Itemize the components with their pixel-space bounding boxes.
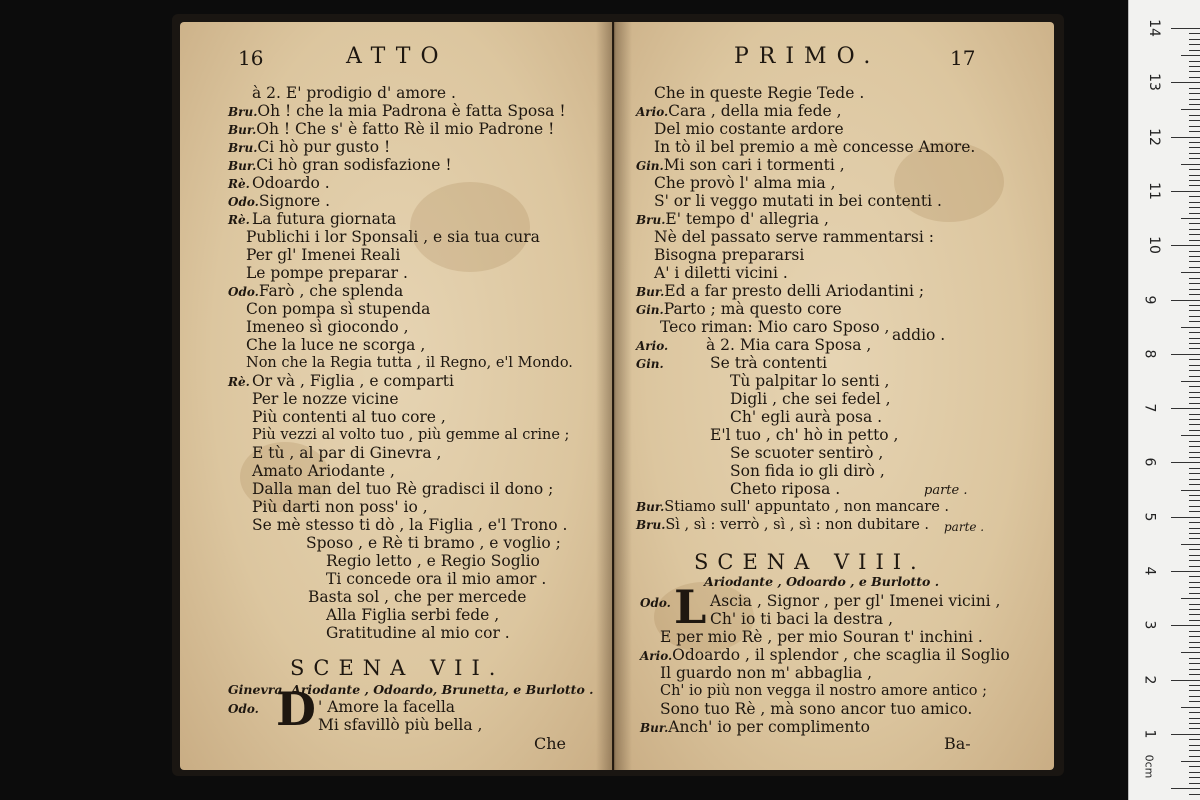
ruler-tick <box>1189 397 1200 398</box>
paper-stain <box>410 182 530 272</box>
ruler-number: 13 <box>1145 73 1162 92</box>
ruler-tick <box>1189 484 1200 485</box>
ruler-tick <box>1189 71 1200 72</box>
ruler-tick <box>1189 240 1200 241</box>
ruler-number: 9 <box>1141 295 1158 304</box>
text-line: Bru.Oh ! che la mia Padrona è fatta Sposa ! <box>228 102 566 120</box>
ruler-tick <box>1171 462 1200 463</box>
ruler-tick <box>1189 386 1200 387</box>
ruler-tick <box>1189 175 1200 176</box>
ruler-tick <box>1181 218 1200 219</box>
stage-direction: parte . <box>924 483 968 498</box>
text-line: Più darti non poss' io , <box>252 498 428 516</box>
ruler-tick <box>1171 625 1200 626</box>
text-line: Ascia , Signor , per gl' Imenei vicini , <box>710 592 1001 610</box>
text-line: Ti concede ora il mio amor . <box>326 570 547 588</box>
ruler-tick <box>1189 158 1200 159</box>
text-line: Rè. La futura giornata <box>228 210 397 228</box>
ruler-tick <box>1189 185 1200 186</box>
ruler-number: 7 <box>1141 403 1158 413</box>
text-line: Son fida io gli dirò , <box>730 462 885 480</box>
ruler-unit: 0cm <box>1142 754 1156 779</box>
text-line: Con pompa sì stupenda <box>246 300 431 318</box>
ruler-tick <box>1171 517 1200 518</box>
ruler-tick <box>1189 305 1200 306</box>
ruler-tick <box>1189 88 1200 89</box>
text-line: Teco riman: Mio caro Sposo , <box>660 318 890 336</box>
ruler-tick <box>1189 647 1200 648</box>
text-line: Le pompe preparar . <box>246 264 408 282</box>
ruler-tick <box>1189 234 1200 235</box>
ruler-tick <box>1189 658 1200 659</box>
text-line: Gratitudine al mio cor . <box>326 624 510 642</box>
text-line: Bru.Sì , sì : verrò , sì , sì : non dubitare . <box>636 517 929 533</box>
ruler-tick <box>1189 99 1200 100</box>
text-line: Digli , che sei fedel , <box>730 390 891 408</box>
ruler-tick <box>1171 571 1200 572</box>
ruler-tick <box>1189 120 1200 121</box>
text-line: Rè. Or và , Figlia , e comparti <box>228 372 454 390</box>
ruler-number: 14 <box>1145 19 1162 37</box>
speaker-label: Odo. <box>228 702 259 716</box>
text-line: Ario. à 2. Mia cara Sposa , <box>636 336 872 354</box>
ruler-tick <box>1189 446 1200 447</box>
text-line: Nè del passato serve rammentarsi : <box>654 228 934 246</box>
running-header: PRIMO. <box>734 44 881 69</box>
text-line: Odo.Signore . <box>228 192 331 210</box>
ruler-tick <box>1189 582 1200 583</box>
ruler-tick <box>1189 39 1200 40</box>
ruler-tick <box>1189 766 1200 767</box>
ruler-tick <box>1189 424 1200 425</box>
ruler-tick <box>1189 93 1200 94</box>
ruler-tick <box>1189 533 1200 534</box>
ruler-tick <box>1189 115 1200 116</box>
text-line: Sono tuo Rè , mà sono ancor tuo amico. <box>660 700 973 718</box>
ruler-tick <box>1189 202 1200 203</box>
text-line: Ario.Odoardo , il splendor , che scaglia il Soglio <box>640 646 1010 664</box>
ruler-tick <box>1189 131 1200 132</box>
text-line: ' Amore la facella <box>318 698 456 716</box>
catchword: Ba- <box>944 734 971 753</box>
ruler-tick <box>1189 685 1200 686</box>
ruler-tick <box>1189 267 1200 268</box>
text-line: Regio letto , e Regio Soglio <box>326 552 540 570</box>
ruler-tick <box>1181 164 1200 165</box>
text-line: Dalla man del tuo Rè gradisci il dono ; <box>252 480 554 498</box>
ruler-tick <box>1189 479 1200 480</box>
catchword: Che <box>534 734 567 753</box>
ruler-tick <box>1171 28 1200 29</box>
ruler-tick <box>1189 522 1200 523</box>
ruler-tick <box>1189 430 1200 431</box>
addio-text: addio . <box>892 326 946 344</box>
ruler-tick <box>1189 457 1200 458</box>
ruler-tick <box>1181 652 1200 653</box>
text-line: Imeneo sì giocondo , <box>246 318 409 336</box>
text-line: Ch' io ti baci la destra , <box>710 610 893 628</box>
ruler-tick <box>1189 261 1200 262</box>
ruler-tick <box>1189 718 1200 719</box>
ruler-tick <box>1171 788 1200 789</box>
text-line: Che provò l' alma mia , <box>654 174 836 192</box>
text-line: Cheto riposa . <box>730 480 841 498</box>
ruler-tick <box>1189 403 1200 404</box>
text-line: Se mè stesso ti dò , la Figlia , e'l Trono . <box>252 516 568 534</box>
ruler-tick <box>1189 332 1200 333</box>
text-line: Del mio costante ardore <box>654 120 844 138</box>
ruler-tick <box>1189 180 1200 181</box>
ruler-tick <box>1189 620 1200 621</box>
text-line: Che la luce ne scorga , <box>246 336 426 354</box>
ruler-tick <box>1189 549 1200 550</box>
ruler-tick <box>1189 642 1200 643</box>
ruler-tick <box>1189 631 1200 632</box>
ruler-tick <box>1189 739 1200 740</box>
text-line: Rè. Odoardo . <box>228 174 330 192</box>
ruler-number: 12 <box>1145 127 1162 146</box>
ruler-tick <box>1171 354 1200 355</box>
text-line: Bur.Ed a far presto delli Ariodantini ; <box>636 282 925 300</box>
ruler-tick <box>1189 359 1200 360</box>
speaker-label: Odo. <box>640 596 671 610</box>
running-header: ATTO <box>346 44 449 69</box>
ruler-tick <box>1189 50 1200 51</box>
ruler-tick <box>1189 669 1200 670</box>
ruler-tick <box>1189 343 1200 344</box>
ruler-tick <box>1189 310 1200 311</box>
ruler-tick <box>1189 392 1200 393</box>
ruler-tick <box>1189 609 1200 610</box>
ruler-tick <box>1189 701 1200 702</box>
text-line: Ch' egli aurà posa . <box>730 408 883 426</box>
ruler-tick <box>1189 728 1200 729</box>
ruler-tick <box>1189 500 1200 501</box>
ruler-tick <box>1189 33 1200 34</box>
ruler-tick <box>1189 365 1200 366</box>
stage-direction: parte . <box>944 520 985 534</box>
ruler-number: 2 <box>1141 675 1158 685</box>
ruler-tick <box>1181 490 1200 491</box>
ruler-tick <box>1189 555 1200 556</box>
ruler-tick <box>1189 283 1200 284</box>
ruler-tick <box>1171 300 1200 301</box>
ruler-tick <box>1189 376 1200 377</box>
ruler-tick <box>1189 566 1200 567</box>
ruler-tick <box>1189 772 1200 773</box>
ruler-tick <box>1189 452 1200 453</box>
text-line: Odo.Farò , che splenda <box>228 282 404 300</box>
ruler-tick <box>1189 468 1200 469</box>
text-line: Bru.Ci hò pur gusto ! <box>228 138 391 156</box>
ruler-tick <box>1189 745 1200 746</box>
ruler-tick <box>1189 147 1200 148</box>
ruler-tick <box>1189 690 1200 691</box>
scene-cast: Ginevra, Ariodante , Odoardo, Brunetta, e Burlotto . <box>228 682 594 697</box>
scene-title: SCENA VII. <box>290 656 505 680</box>
left-page <box>180 22 612 770</box>
ruler-number: 3 <box>1141 620 1158 630</box>
text-line: Bur.Stiamo sull' appuntato , non mancare . <box>636 499 950 515</box>
ruler-number: 6 <box>1141 457 1158 467</box>
text-line: Bur.Anch' io per complimento <box>640 718 870 736</box>
ruler-tick <box>1181 707 1200 708</box>
text-line: Non che la Regia tutta , il Regno, e'l Mondo. <box>246 355 573 371</box>
text-line: E'l tuo , ch' hò in petto , <box>710 426 899 444</box>
ruler-tick <box>1189 316 1200 317</box>
ruler-tick <box>1189 593 1200 594</box>
ruler-number: 10 <box>1145 236 1162 255</box>
ruler-tick <box>1189 506 1200 507</box>
ruler-tick <box>1189 783 1200 784</box>
text-line: Gin.Mi son cari i tormenti , <box>636 156 845 174</box>
page-number: 16 <box>238 46 264 70</box>
ruler-tick <box>1189 587 1200 588</box>
ruler-tick <box>1181 435 1200 436</box>
ruler-tick <box>1189 473 1200 474</box>
ruler-tick <box>1189 511 1200 512</box>
text-line: E tù , al par di Ginevra , <box>252 444 442 462</box>
text-line: In tò il bel premio a mè concesse Amore. <box>654 138 976 156</box>
text-line: Ch' io più non vegga il nostro amore antico ; <box>660 683 988 699</box>
ruler-number: 4 <box>1141 566 1158 576</box>
text-line: Se scuoter sentirò , <box>730 444 884 462</box>
text-line: Ario.Cara , della mia fede , <box>636 102 842 120</box>
ruler-tick <box>1181 327 1200 328</box>
ruler-tick <box>1189 560 1200 561</box>
ruler-tick <box>1171 82 1200 83</box>
ruler-tick <box>1171 680 1200 681</box>
text-line: Mi sfavillò più bella , <box>318 716 483 734</box>
text-line: Più vezzi al volto tuo , più gemme al crine ; <box>252 427 570 443</box>
text-line: E per mio Rè , per mio Souran t' inchini . <box>660 628 983 646</box>
text-line: Gin. Se trà contenti <box>636 354 828 372</box>
scene-title: SCENA VIII. <box>694 550 926 574</box>
ruler-tick <box>1171 245 1200 246</box>
ruler-tick <box>1189 528 1200 529</box>
text-line: Bur.Oh ! Che s' è fatto Rè il mio Padrone ! <box>228 120 555 138</box>
ruler-tick <box>1189 419 1200 420</box>
ruler-tick <box>1189 750 1200 751</box>
text-line: Alla Figlia serbi fede , <box>326 606 500 624</box>
ruler-tick <box>1189 723 1200 724</box>
text-line: Amato Ariodante , <box>252 462 395 480</box>
ruler-tick <box>1171 734 1200 735</box>
ruler-tick <box>1189 636 1200 637</box>
drop-cap: D <box>276 682 316 736</box>
ruler-tick <box>1189 441 1200 442</box>
ruler-tick <box>1189 213 1200 214</box>
ruler-tick <box>1189 604 1200 605</box>
text-line: Bur.Ci hò gran sodisfazione ! <box>228 156 452 174</box>
text-line: à 2. E' prodigio d' amore . <box>252 84 456 102</box>
ruler-tick <box>1171 137 1200 138</box>
ruler-tick <box>1189 223 1200 224</box>
ruler-tick <box>1189 794 1200 795</box>
text-line: Per le nozze vicine <box>252 390 399 408</box>
text-line: Basta sol , che per mercede <box>308 588 527 606</box>
ruler-tick <box>1189 66 1200 67</box>
ruler-tick <box>1189 61 1200 62</box>
ruler-tick <box>1189 44 1200 45</box>
ruler-tick <box>1189 169 1200 170</box>
ruler-tick <box>1189 153 1200 154</box>
page-number: 17 <box>950 46 976 70</box>
ruler-tick <box>1189 77 1200 78</box>
text-line: Bru.E' tempo d' allegria , <box>636 210 829 228</box>
ruler-tick <box>1181 109 1200 110</box>
text-line: Che in queste Regie Tede . <box>654 84 865 102</box>
ruler-tick <box>1189 278 1200 279</box>
ruler-number: 11 <box>1145 181 1162 200</box>
text-line: Per gl' Imenei Reali <box>246 246 401 264</box>
ruler-tick <box>1189 126 1200 127</box>
ruler-tick <box>1189 251 1200 252</box>
ruler-tick <box>1189 777 1200 778</box>
text-line: Più contenti al tuo core , <box>252 408 446 426</box>
ruler-tick <box>1171 408 1200 409</box>
ruler-tick <box>1181 381 1200 382</box>
ruler-tick <box>1189 289 1200 290</box>
ruler-tick <box>1181 272 1200 273</box>
ruler-tick <box>1189 576 1200 577</box>
ruler-number: 5 <box>1141 512 1158 522</box>
ruler-tick <box>1189 348 1200 349</box>
ruler-tick <box>1189 495 1200 496</box>
ruler-tick <box>1189 414 1200 415</box>
ruler-tick <box>1189 538 1200 539</box>
ruler-tick <box>1189 696 1200 697</box>
ruler-tick <box>1189 104 1200 105</box>
text-line: Bisogna prepararsi <box>654 246 805 264</box>
right-page <box>614 22 1054 770</box>
ruler-tick <box>1189 663 1200 664</box>
ruler-tick <box>1189 142 1200 143</box>
drop-cap: L <box>674 580 707 634</box>
ruler-tick <box>1189 321 1200 322</box>
ruler-tick <box>1189 338 1200 339</box>
ruler-tick <box>1181 544 1200 545</box>
text-line: Il guardo non m' abbaglia , <box>660 664 873 682</box>
ruler-tick <box>1189 196 1200 197</box>
text-line: A' i diletti vicini . <box>654 264 788 282</box>
ruler-number: 1 <box>1141 729 1158 739</box>
ruler-number: 8 <box>1141 349 1158 359</box>
ruler-tick <box>1189 207 1200 208</box>
ruler-tick <box>1189 674 1200 675</box>
text-line: Gin.Parto ; mà questo core <box>636 300 842 318</box>
ruler-tick <box>1189 370 1200 371</box>
text-line: Tù palpitar lo senti , <box>730 372 890 390</box>
text-line: Publichi i lor Sponsali , e sia tua cura <box>246 228 540 246</box>
ruler-tick <box>1181 761 1200 762</box>
ruler-tick <box>1171 191 1200 192</box>
text-line: Sposo , e Rè ti bramo , e voglio ; <box>306 534 561 552</box>
ruler-tick <box>1189 712 1200 713</box>
measuring-ruler <box>1128 0 1200 800</box>
scene-cast: Ariodante , Odoardo , e Burlotto . <box>704 574 940 589</box>
ruler-tick <box>1189 294 1200 295</box>
ruler-tick <box>1181 598 1200 599</box>
ruler-tick <box>1189 229 1200 230</box>
ruler-tick <box>1181 55 1200 56</box>
text-line: S' or li veggo mutati in bei contenti . <box>654 192 942 210</box>
ruler-tick <box>1189 256 1200 257</box>
ruler-tick <box>1189 614 1200 615</box>
ruler-tick <box>1189 756 1200 757</box>
